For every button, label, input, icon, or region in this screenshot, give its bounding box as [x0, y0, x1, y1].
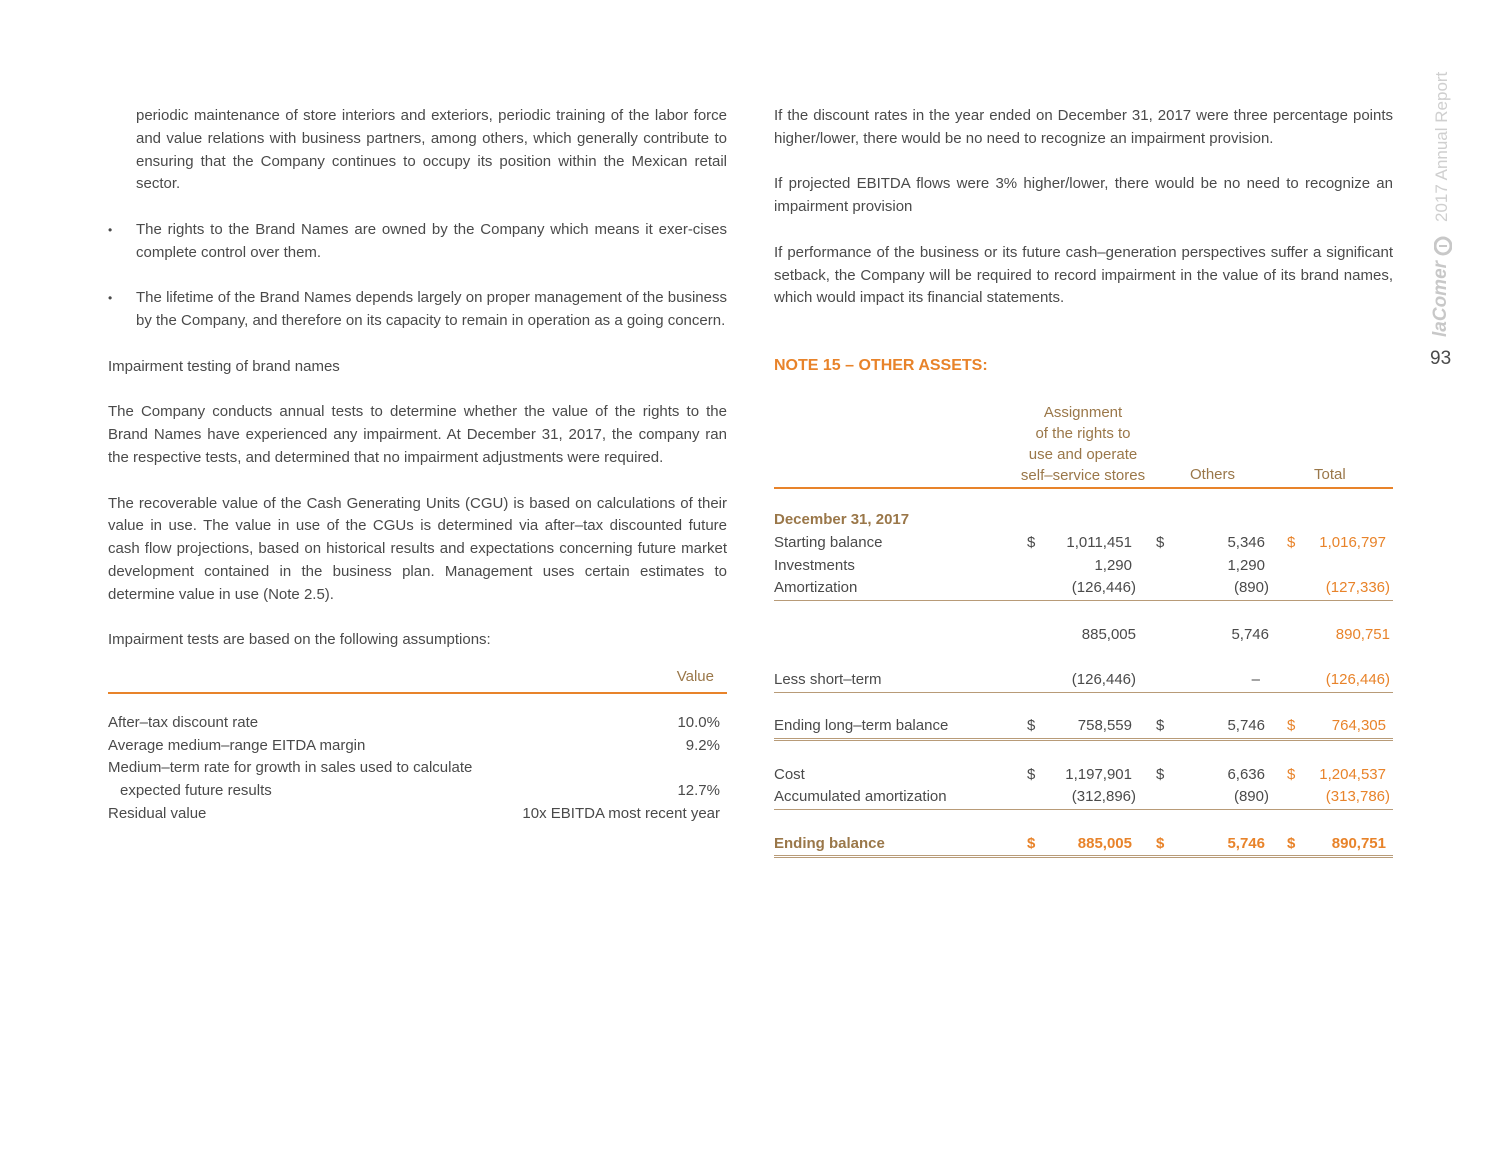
paragraph-discount-rates: If the discount rates in the year ended on December 31, 2017 were three percentage points higher/lower, there would be no need to recognize an impairment provision. — [774, 107, 1393, 147]
bullet-icon: • — [108, 291, 113, 306]
table-row: Accumulated amortization (312,896) (890) (313,786) — [774, 786, 1393, 810]
paragraph-continued: periodic maintenance of store interiors and exteriors, periodic training of the labor force and value relations with business partners, among others, which generally contribute to ensuring that the Company continues to occupy its position within the Mexican retail sector. — [136, 107, 727, 193]
page-number: 93 — [1430, 348, 1452, 369]
paragraph-annual-tests: The Company conducts annual tests to determine whether the value of the rights to the Brand Names have experienced any impairment. At December 31, 2017, the company ran the respective tests, and determined that no impairment adjustments were required. — [108, 403, 727, 466]
assumptions-value-header: Value — [676, 668, 714, 686]
table-row: Investments 1,290 1,290 — [774, 556, 1265, 574]
table-row: After–tax discount rate 10.0% — [108, 714, 720, 732]
paragraph-performance: If performance of the business or its future cash–generation perspectives suffer a significant setback, the Company will be required to record impairment in the value of its brand names, which would impact its financial statements. — [774, 243, 1393, 307]
table-header — [774, 403, 1393, 485]
table-row: Amortization (126,446) (890) (127,336) — [774, 577, 1393, 601]
assumptions-table — [108, 666, 727, 825]
table-row: Residual value 10x EBITDA most recent year — [108, 804, 720, 822]
paragraph-assumptions-intro: Impairment tests are based on the following assumptions: — [108, 631, 491, 649]
brand-logo: laComer — [1430, 260, 1451, 337]
bullet-text: The lifetime of the Brand Names depends largely on proper management of the business by the Company, and therefore on its capacity to remain in operation as a going concern. — [136, 289, 727, 330]
other-assets-table — [774, 403, 1393, 858]
table-row: expected future results 12.7% — [120, 781, 720, 799]
table-row: Cost $ 1,197,901 $ 6,636 $ 1,204,537 — [774, 765, 1386, 783]
section-label: December 31, 2017 — [774, 511, 910, 529]
paragraph-recoverable-value: The recoverable value of the Cash Generating Units (CGU) is based on calculations of their value in use. The value in use of the CGUs is determined via after–tax discounted future cash flow projections, based on historical results and expectations concerning future market development contained in the business plan. Management uses certain estimates to determine value in use (Note 2.5). — [108, 494, 727, 603]
bullet-item-lifetime — [108, 287, 727, 333]
col-header-assignment: Assignment of the rights to use and operate self–service stores — [1020, 404, 1146, 484]
orange-rule — [108, 692, 727, 694]
report-title-vertical: 2017 Annual Report — [1432, 71, 1451, 222]
note-title: NOTE 15 – OTHER ASSETS: — [774, 357, 988, 375]
section-heading: Impairment testing of brand names — [108, 357, 340, 375]
table-row: Ending long–term balance $ 758,559 $ 5,746 $ 764,305 — [774, 715, 1393, 741]
table-row-ending-balance: Ending balance $ 885,005 $ 5,746 $ 890,751 — [774, 833, 1393, 859]
table-row: 885,005 5,746 890,751 — [1081, 625, 1390, 643]
table-row: Medium–term rate for growth in sales used to calculate — [108, 759, 473, 777]
col-header-others: Others — [1190, 466, 1236, 484]
table-row: Average medium–range EITDA margin 9.2% — [108, 736, 720, 754]
right-column — [774, 105, 1393, 858]
bullet-item-control — [108, 219, 727, 265]
left-column — [108, 105, 727, 825]
bullet-text: The rights to the Brand Names are owned by the Company which means it exer-cises complete control over them. — [136, 220, 727, 261]
paragraph-ebitda-flows: If projected EBITDA flows were 3% higher/lower, there would be no need to recognize an impairment provision — [774, 175, 1393, 216]
col-header-total: Total — [1314, 466, 1346, 484]
table-row: Less short–term (126,446) – (126,446) — [774, 669, 1393, 693]
brand-logo-icon — [1434, 236, 1452, 256]
bullet-icon: • — [108, 222, 113, 237]
table-row: Starting balance $ 1,011,451 $ 5,346 $ 1,016,797 — [774, 533, 1386, 551]
